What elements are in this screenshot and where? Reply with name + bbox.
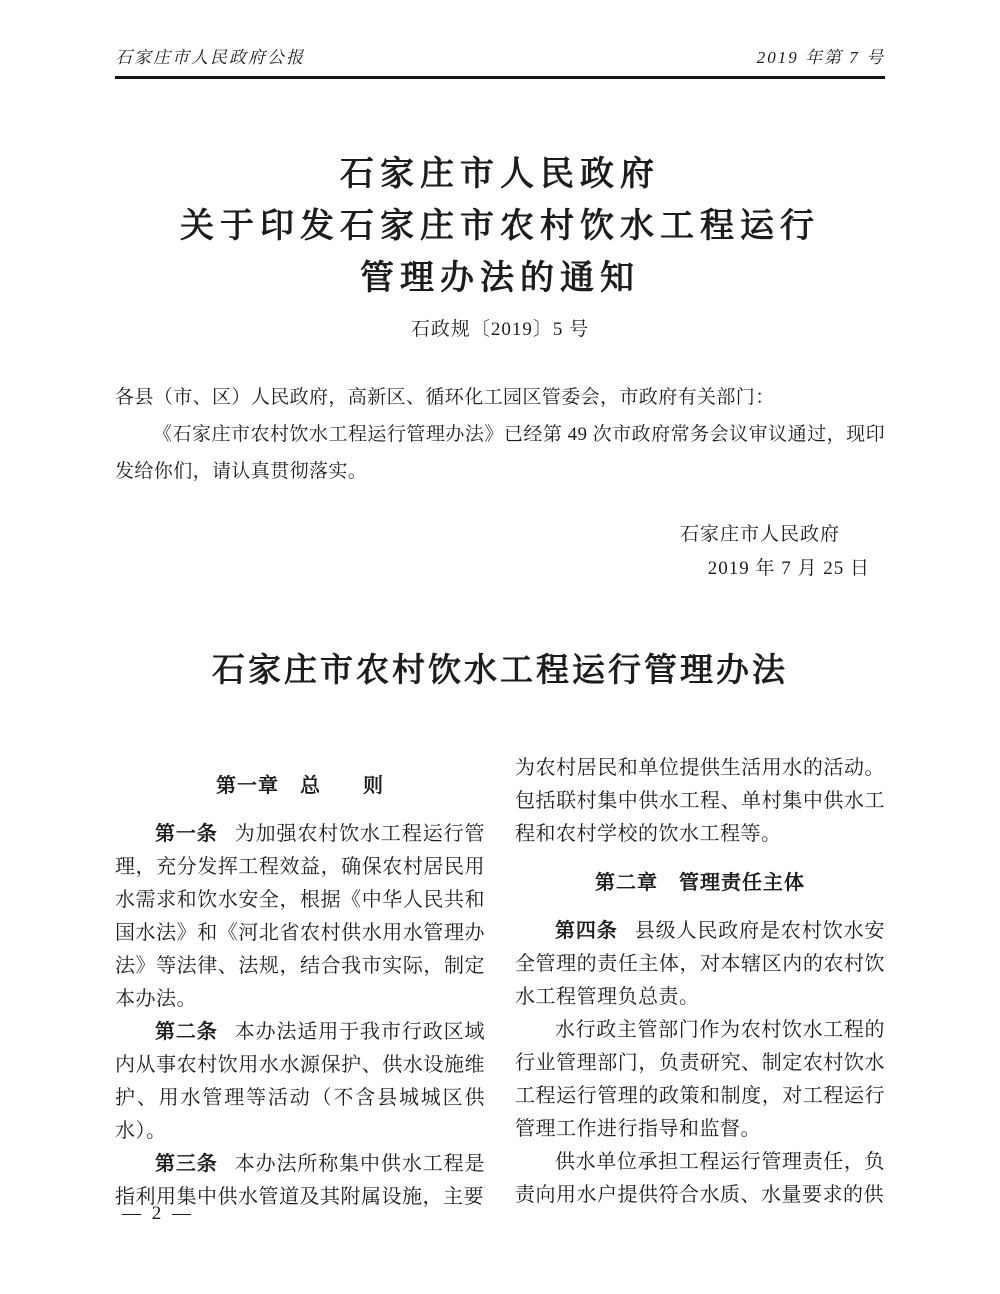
article-1-paragraph: [115, 818, 485, 1016]
header-rule: [115, 76, 885, 79]
notice-paragraph: 《石家庄市农村饮水工程运行管理办法》已经第 49 次市政府常务会议审议通过，现印发给你们，请认真贯彻落实。: [115, 424, 885, 482]
right-column: [515, 752, 885, 1214]
article-4-sub-paragraph-1: 水行政主管部门作为农村饮水工程的行业管理部门，负责研究、制定农村饮水工程运行管理的政策和制度，对工程运行管理工作进行指导和监督。: [515, 1019, 885, 1140]
chapter-1-heading: 第一章 总 则: [216, 775, 384, 797]
article-2-lead: 第二条: [155, 1021, 218, 1043]
article-3-continuation: 为农村居民和单位提供生活用水的活动。包括联村集中供水工程、单村集中供水工程和农村学校的饮水工程等。: [515, 757, 885, 845]
article-1-text: 为加强农村饮水工程运行管理，充分发挥工程效益，确保农村居民用水需求和饮水安全，根据《中华人民共和国水法》和《河北省农村供水用水管理办法》等法律、法规，结合我市实际，制定本办法。: [115, 823, 486, 1010]
document-number: 石政规〔2019〕5 号: [410, 319, 590, 340]
article-4-sub-paragraph-2: 供水单位承担工程运行管理责任，负责向用水户提供符合水质、水量要求的供: [515, 1151, 885, 1206]
page-number: — 2 —: [122, 1203, 194, 1224]
signer: 石家庄市人民政府: [679, 524, 840, 545]
article-3-lead: 第三条: [155, 1153, 218, 1175]
two-column-text: [115, 752, 885, 1214]
article-3-text: 本办法所称集中供水工程是指利用集中供水管道及其附属设施，主要: [115, 1153, 486, 1208]
sign-date: 2019 年 7 月 25 日: [707, 558, 870, 579]
notice-title: [115, 149, 885, 305]
notice-title-line-1: 石家庄市人民政府: [340, 156, 660, 193]
gazette-name: 石家庄市人民政府公报: [115, 48, 305, 67]
article-4-lead: 第四条: [555, 920, 618, 942]
running-header: [115, 0, 885, 68]
article-2-paragraph: [115, 1016, 485, 1148]
notice-title-line-3: 管理办法的通知: [360, 260, 640, 297]
signature-block: [115, 518, 885, 586]
chapter-2-heading: 第二章 管理责任主体: [595, 872, 805, 894]
left-column: [115, 752, 485, 1214]
notice-body: [115, 379, 885, 490]
issue-number: 2019 年第 7 号: [756, 48, 885, 67]
notice-title-line-2: 关于印发石家庄市农村饮水工程运行: [180, 208, 820, 245]
article-4-text: 县级人民政府是农村饮水安全管理的责任主体，对本辖区内的农村饮水工程管理负总责。: [515, 920, 886, 1008]
article-2-text: 本办法适用于我市行政区域内从事农村饮用水水源保护、供水设施维护、用水管理等活动（不含县城城区供水）。: [115, 1021, 486, 1142]
regulation-title: 石家庄市农村饮水工程运行管理办法: [212, 653, 788, 689]
salutation: 各县（市、区）人民政府，高新区、循环化工园区管委会，市政府有关部门：: [115, 387, 775, 408]
article-4-paragraph: [515, 915, 885, 1014]
article-1-lead: 第一条: [155, 823, 218, 845]
